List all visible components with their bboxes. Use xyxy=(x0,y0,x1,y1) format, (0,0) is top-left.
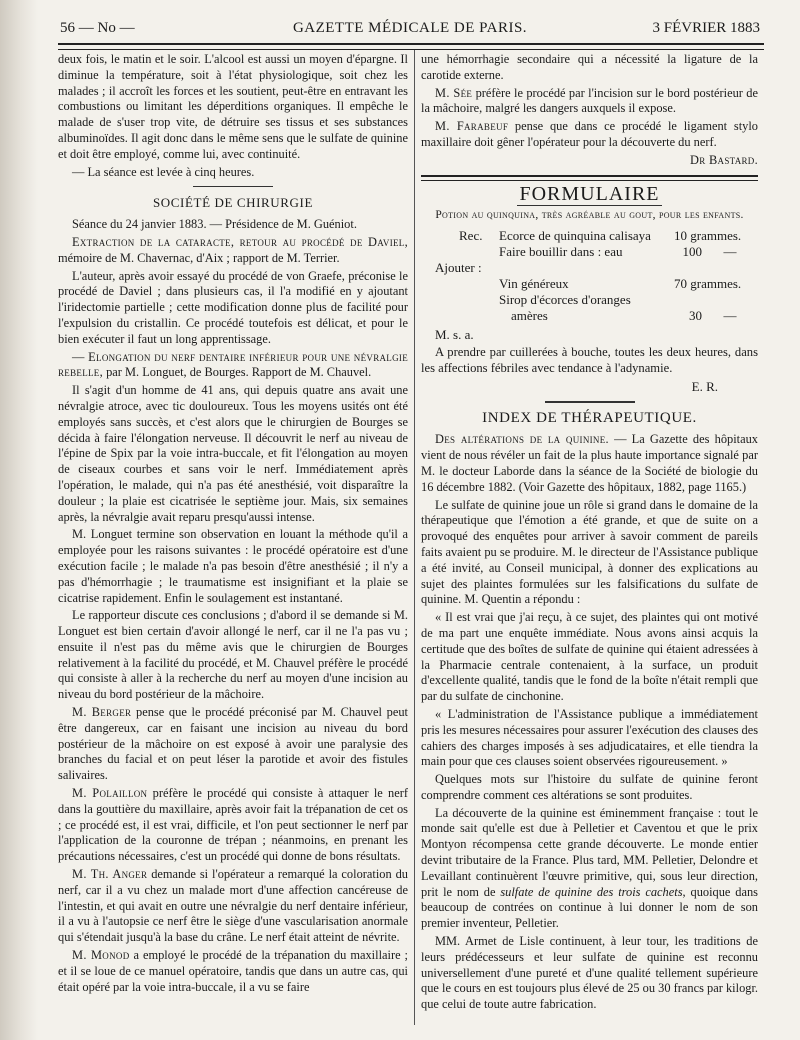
right-column xyxy=(421,52,758,1015)
continued-paragraph: deux fois, le matin et le soir. L'alcool est aussi un moyen d'épargne. Il diminue la température, soit à l'état physiologique, soit chez les malades ; il accroît les forces et les soutient, peut-être en entravant les combustions ou limitant les déperditions organiques. Il empêche le malade de s'user trop vite, de détruire ses tissus et ses substances albuminoïdes. Il agit donc dans le même sens que le sulfate de quinine et doit être employé, comme lui, avec continuité. xyxy=(58,52,408,161)
seance-closing: — La séance est levée à cinq heures. xyxy=(72,164,255,179)
index-title: INDEX DE THÉRAPEUTIQUE. xyxy=(482,409,697,426)
paragraph: L'auteur, après avoir essayé du procédé de von Graefe, préconise le procédé de Daviel ; dans plusieurs cas, il l'a modifié en y ajoutant l'iridectomie partielle ; cette modification donne plus de facilité pour l'expulsion du cristallin. Ce procédé toutefois est délicat, et pour le bien exécuter il faut un long apprentissage. xyxy=(58,268,408,346)
paragraph-quinine: Des altérations de la quinine. — La Gazette des hôpitaux vient de nous révéler un fait de la plus haute importance signalé par M. le docteur Laborde dans la séance de la Société de biologie du 16 décembre 1882. (Voir Gazette des hôpitaux, 1882, page 1165.) xyxy=(421,432,758,494)
seance-info: Séance du 24 janvier 1883. — Présidence de M. Guéniot. xyxy=(72,217,357,232)
paragraph-elongation: — Elongation du nerf dentaire inférieur pour une névralgie rebelle, par M. Longuet, de Bourges. Rapport de M. Chauvel. xyxy=(58,349,408,380)
recipe-line: Faire bouillir dans : eau 100 — xyxy=(499,244,737,260)
journal-title: GAZETTE MÉDICALE DE PARIS. xyxy=(292,20,528,36)
author-signature: Dr Bastard. xyxy=(690,152,758,167)
section-title: SOCIÉTÉ DE CHIRURGIE xyxy=(152,195,314,211)
header-rule xyxy=(58,43,764,50)
formulaire-title: FORMULAIRE xyxy=(519,182,660,205)
left-column xyxy=(58,52,408,997)
recipe-signature: E. R. xyxy=(691,378,718,394)
article-heading: Extraction de la cataracte, retour au procédé de Daviel, xyxy=(72,234,408,249)
column-divider xyxy=(414,50,415,1025)
paragraph-discovery: La découverte de la quinine est éminemment française : tout le monde sait qu'elle est due à Pelletier et Caventou et que le prix Montyon récompensa cette grande découverte. Le monde entier devint tributaire de la France. Plus tard, MM. Pelletier, Delondre et Levaillant continuèrent l'œuvre primitive, qui, sous leur direction, prit le nom de sulfate de quinine des trois cachets, quoique dans beaucoup de contrées on continue à lui donner le nom de son premier inventeur, Pelletier. xyxy=(421,805,758,931)
article-heading: Des altérations de la quinine. xyxy=(435,432,609,447)
continued-paragraph: une hémorrhagie secondaire qui a nécessité la ligature de la carotide externe. xyxy=(421,52,758,82)
paragraph: Le sulfate de quinine joue un rôle si grand dans le domaine de la thérapeutique que l'émotion a été grande, et que de suite on a provoqué des enquêtes pour arriver à savoir comment de pareils faits avaient pu se produire. M. le directeur de l'Assistance publique a été invité, au Conseil municipal, à donner des explications au sujet des plaintes formulées sur les falsifications du sulfate de quinine. M. Quentin a répondu : xyxy=(421,497,758,607)
recipe-line: Vin généreux 70 grammes. xyxy=(499,276,742,292)
paragraph: Il s'agit d'un homme de 41 ans, qui depuis quatre ans avait une névralgie atroce, avec tic douloureux. Tous les moyens usités ont été employés sans succès, et c'est alors que le chirurgien de Bourges se décida à faire l'élongation nerveuse. Il découvrit le nerf au niveau de l'épine de Spix par la voie intra-buccale, et fit l'élongation au moyen de ciseaux courbes et sans voir le nerf. Immédiatement après l'opération, le malade, qui n'a pas été anesthésié, voit disparaître la douleur ; la plaie est cicatrisée le septième jour. Mais, six semaines après, la névralgie avait reparu presqu'aussi intense. xyxy=(58,383,408,524)
paragraph: Le rapporteur discute ces conclusions ; d'abord il se demande si M. Longuet est bien certain d'avoir allongé le nerf, car il ne l'a pas vu ; ensuite il n'est pas du même avis que le chirurgien de Bourges relativement à la facilité du procédé, et M. Chauvel préfère le procédé qui consiste à aller à la recherche du nerf au moyen d'une incision au niveau du bord postérieur de la mâchoire. xyxy=(58,608,408,702)
section-separator xyxy=(545,401,635,403)
potion-title: Potion au quinquina, très agréable au gout, pour les enfants. xyxy=(435,209,744,222)
paragraph-cataract: Extraction de la cataracte, retour au procédé de Daviel, mémoire de M. Chavernac, d'Aix ; rapport de M. Terrier. xyxy=(58,234,408,265)
recipe-line: Rec. Ecorce de quinquina calisaya 10 grammes. xyxy=(459,228,742,244)
paragraph-see: M. Sée préfère le procédé par l'incision sur le bord postérieur de la mâchoire, malgré les dangers auxquels il expose. xyxy=(421,85,758,116)
paragraph-berger: M. Berger pense que le procédé préconisé par M. Chauvel peut être dangereux, car en faisant une incision au niveau du bord postérieur de la mâchoire on est exposé à avoir une paralysie des branches du facial et on peut léser la parotide et avoir des fistules salivaires. xyxy=(58,705,408,783)
section-double-rule xyxy=(421,175,758,181)
recipe-block xyxy=(421,228,758,394)
issue-date: 3 FÉVRIER 1883 xyxy=(652,20,760,36)
recipe-line: Ajouter : xyxy=(435,260,482,276)
section-separator xyxy=(193,186,273,187)
recipe-instructions: A prendre par cuillerées à bouche, toutes les deux heures, dans les affections fébriles avec tendance à l'adynamie. xyxy=(421,345,758,375)
quote-paragraph: « L'administration de l'Assistance publique a immédiatement pris les mesures nécessaires pour assurer l'exécution des clauses des cahiers des charges imposés à ses adjudicataires, et elle tiendra la main pour que ces clauses soient observées rigoureusement. » xyxy=(421,706,759,769)
page-number: 56 — No — xyxy=(60,20,135,36)
recipe-msa: M. s. a. xyxy=(435,327,474,343)
paragraph-polaillon: M. Polaillon préfère le procédé qui consiste à attaquer le nerf dans la gouttière du maxillaire, après avoir fait la trépanation de cet os ; ce procédé est, il est vrai, difficile, et l'on peut sectionner le nerf par l'application de la couronne de trépan ; néanmoins, en prenant les précautions nécessaires, c'est un procédé qui donne de bons résultats. xyxy=(58,786,408,864)
paragraph: Quelques mots sur l'histoire du sulfate de quinine feront comprendre comment ces altérations se sont produites. xyxy=(421,772,758,802)
article-heading: — Elongation du nerf dentaire inférieur pour une névralgie rebelle, xyxy=(58,349,408,380)
recipe-line: Sirop d'écorces d'oranges xyxy=(499,292,631,308)
quote-paragraph: « Il est vrai que j'ai reçu, à ce sujet, des plaintes qui ont motivé de ma part une enquête immédiate. Nous avons ainsi acquis la certitude que des boîtes de sulfate de quinine qui étaient adressées à la Pharmacie centrale contenaient, à la surface, un produit d'excellente qualité, tandis que le fond de la boîte n'était rempli que par du sulfate de cinchonine. xyxy=(421,610,758,704)
paragraph: M. Longuet termine son observation en louant la méthode qu'il a employée pour les raisons suivantes : le procédé opératoire est d'une exécution facile ; le malade n'a pas besoin d'être anesthésié ; il n'y a pas d'hémorrhagie ; le traumatisme est insignifiant et la plaie se cicatrise rapidement. Enfin le soulagement est instantané. xyxy=(58,527,408,605)
page-spine-shadow xyxy=(0,0,38,1040)
paragraph-monod: M. Monod a employé le procédé de la trépanation du maxillaire ; et il se loue de ce manuel opératoire, tandis que dans un autre cas, qui était opéré par la voie intra-buccale, il a vu se faire xyxy=(58,948,408,994)
paragraph-farabeuf: M. Farabeuf pense que dans ce procédé le ligament stylo maxillaire doit gêner l'opérateur pour la découverte du nerf. xyxy=(421,119,758,149)
recipe-line: amères 30 — xyxy=(511,308,737,324)
paragraph-anger: M. Th. Anger demande si l'opérateur a remarqué la coloration du nerf, car il a vu chez un malade mort d'une affection cancéreuse de l'intestin, et qui avait en outre une névralgie du nerf dentaire inférieur, il a vu à l'autopsie ce nerf être le siège d'une vascularisation anormale qui s'étendait jusqu'à la base du crâne. Le nerf était atteint de névrite. xyxy=(58,867,408,945)
paragraph: MM. Armet de Lisle continuent, à leur tour, les traditions de leurs prédécesseurs et leur sulfate de quinine est reconnu universellement d'une pureté et d'une qualité tellement supérieure que le cours en est toujours plus élevé de 25 ou 30 francs par kilogr. que celui de toute autre fabrication. xyxy=(421,934,758,1012)
page-header xyxy=(60,20,760,42)
